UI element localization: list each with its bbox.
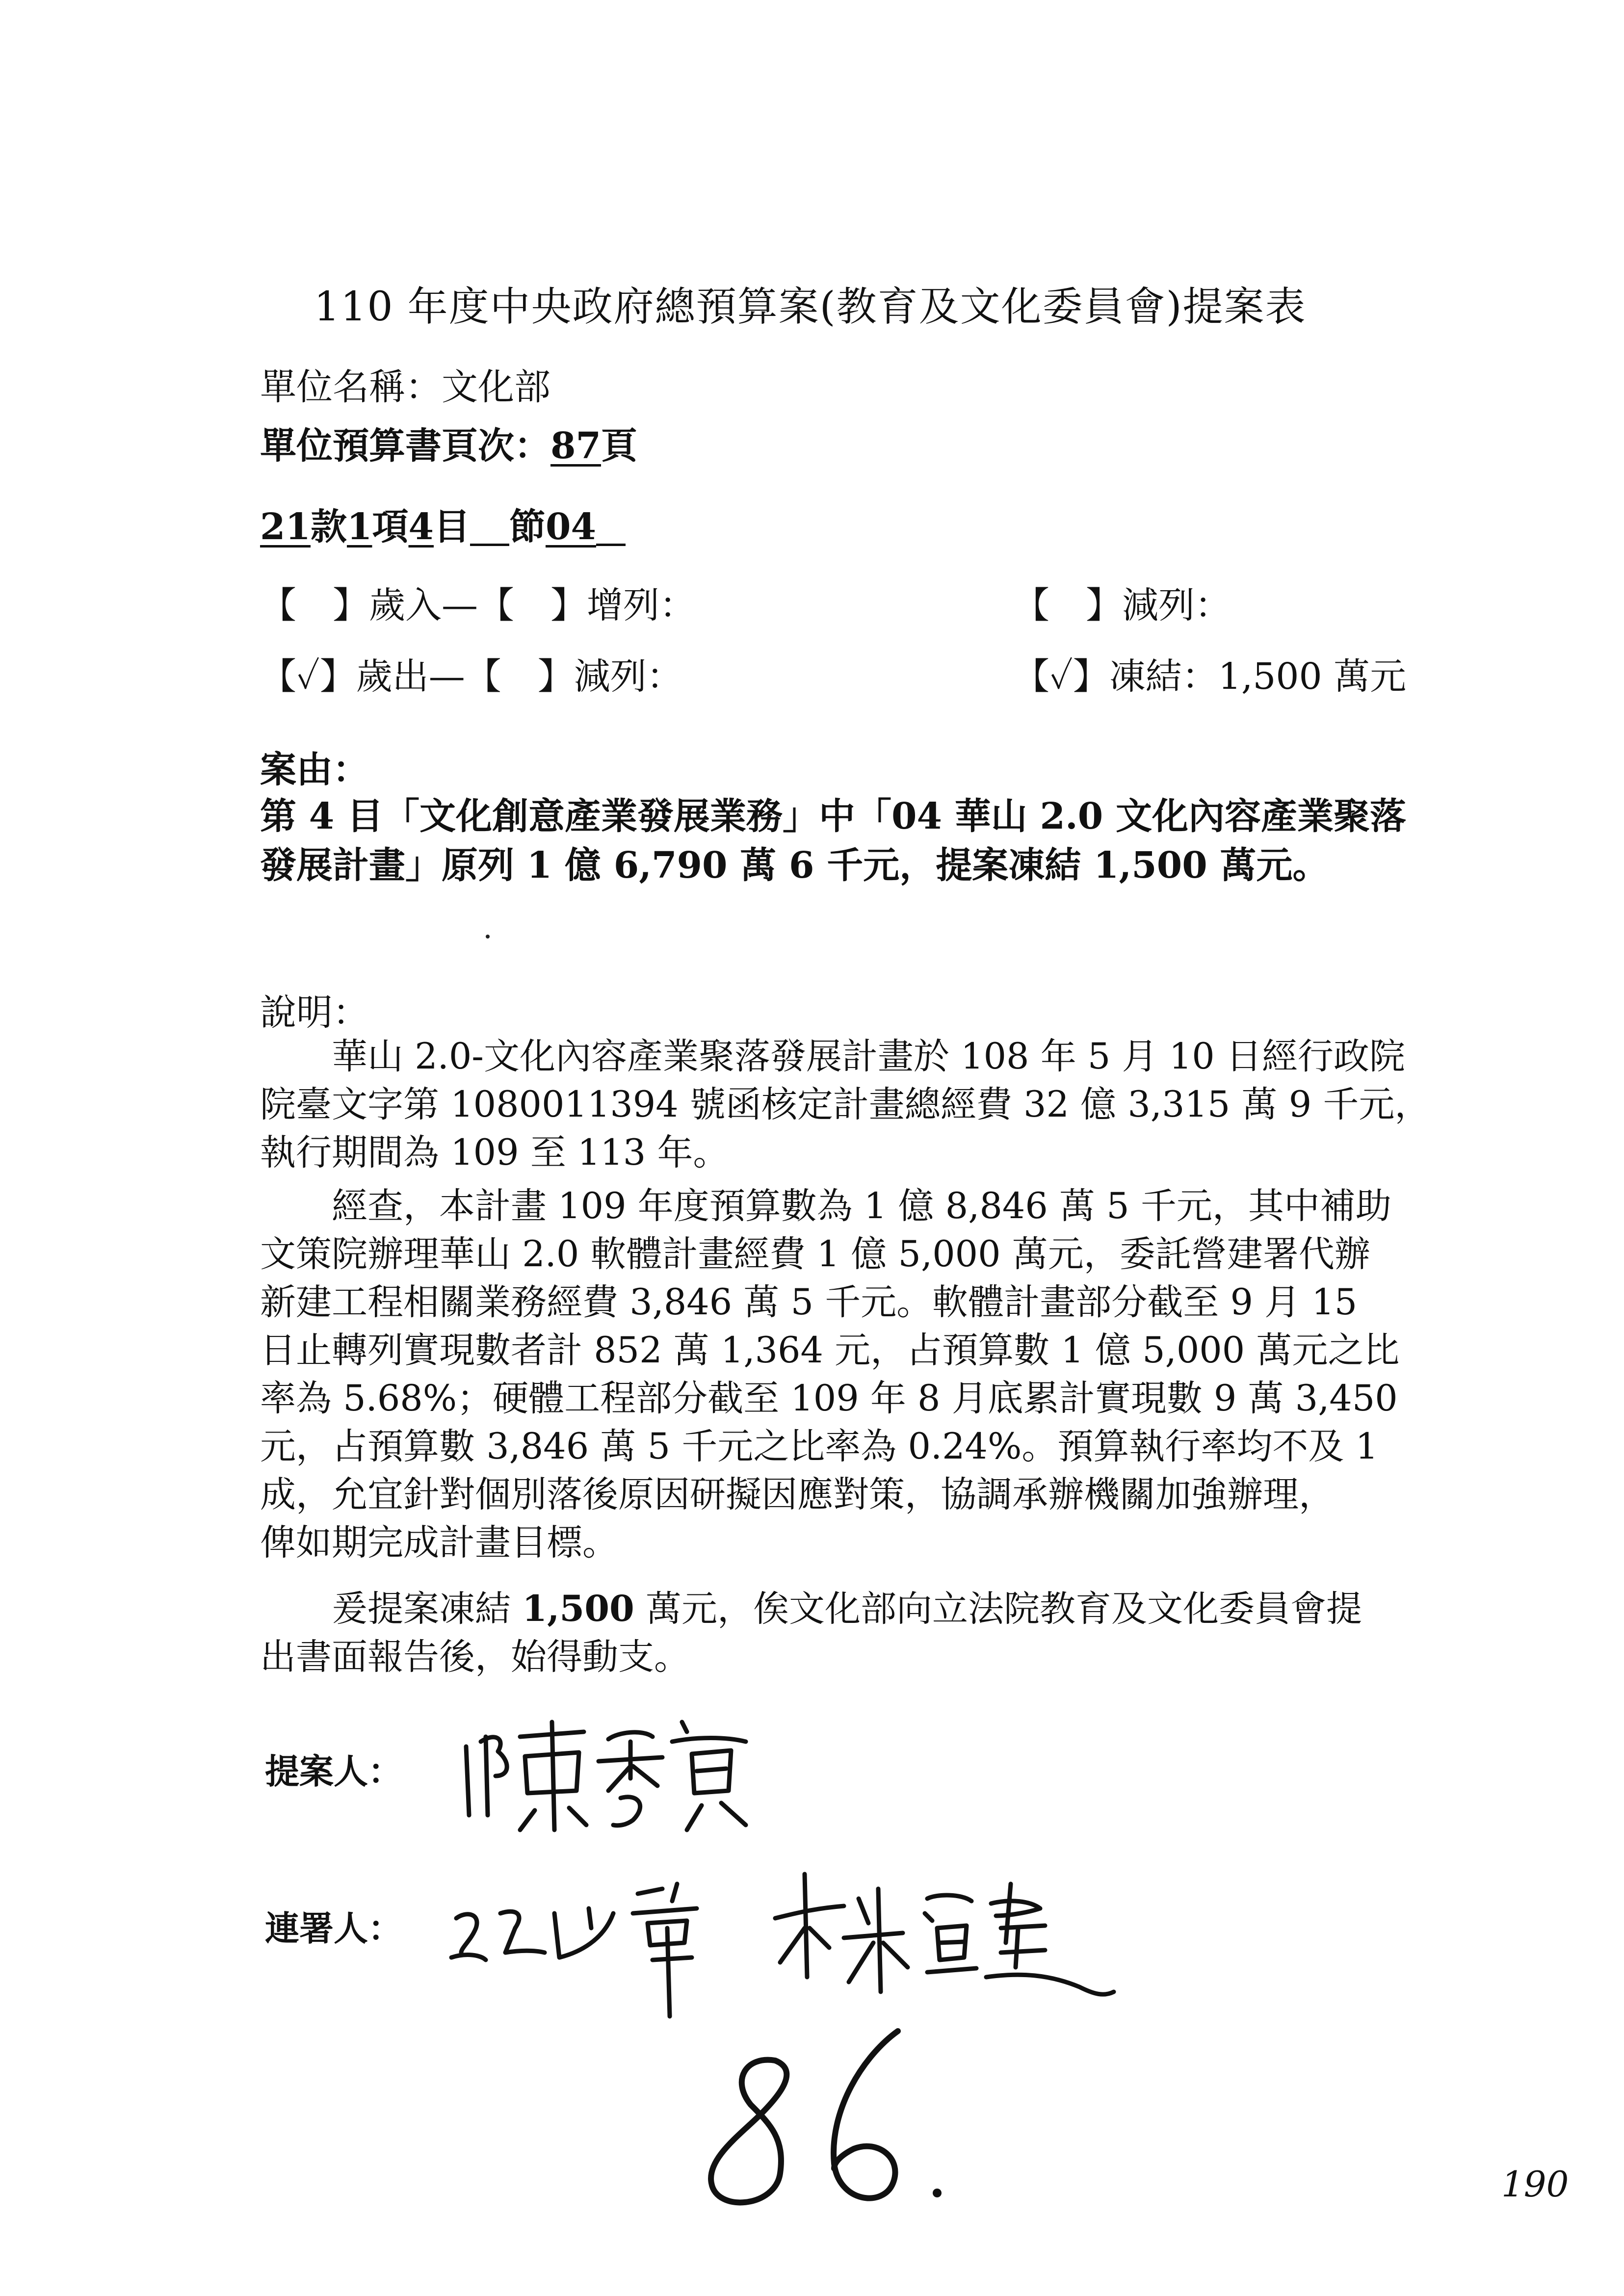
page-ref-suffix: 頁 (601, 425, 637, 467)
mu-number: 4 (408, 506, 434, 548)
explanation-line: 率為 5.68%；硬體工程部分截至 109 年 8 月底累計實現數 9 萬 3,450 (260, 1378, 1398, 1419)
xiang-label: 項 (372, 506, 409, 548)
explanation-text: 爰提案凍結 (260, 1588, 523, 1630)
budget-code-row (260, 505, 626, 549)
explanation-line: 元，占預算數 3,846 萬 5 千元之比率為 0.24%。預算執行率均不及 1 (260, 1426, 1379, 1467)
revenue-checkbox[interactable]: 【 】 (260, 584, 369, 626)
explanation-line: 院臺文字第 1080011394 號函核定計畫總經費 32 億 3,315 萬 9 千元， (260, 1084, 1431, 1125)
explanation-line: 新建工程相關業務經費 3,846 萬 5 千元。軟體計畫部分截至 9 月 15 (260, 1281, 1358, 1323)
proposer-signature (451, 1693, 765, 1840)
unit-row (260, 365, 550, 409)
explanation-line: 文策院辦理華山 2.0 軟體計畫經費 1 億 5,000 萬元，委託營建署代辦 (260, 1233, 1370, 1275)
unit-name: 文化部 (442, 366, 550, 408)
decrease-label: 減列： (574, 655, 683, 698)
expenditure-label: 歲出— (356, 655, 465, 698)
freeze-checkbox[interactable]: 【✓】 (1013, 655, 1109, 698)
revenue-row (260, 576, 696, 628)
blank-underline (470, 509, 509, 546)
expenditure-row (260, 648, 683, 700)
explanation-amount: 1,500 (522, 1588, 634, 1630)
blank-underline (596, 509, 626, 546)
unit-label: 單位名稱： (260, 366, 442, 408)
explanation-paragraph-1 (260, 1033, 1430, 1177)
explanation-line: 執行期間為 109 至 113 年。 (260, 1132, 729, 1174)
scan-speck (486, 935, 490, 939)
page-ref-label: 單位預算書頁次： (260, 425, 550, 467)
explanation-line: 經查，本計畫 109 年度預算數為 1 億 8,846 萬 5 千元，其中補助 (260, 1185, 1391, 1227)
signature-scribble (442, 1854, 1178, 2031)
right-decrease-label: 減列： (1122, 584, 1231, 626)
document-title: 110 年度中央政府總預算案(教育及文化委員會)提案表 (314, 284, 1307, 330)
reason-amounts: 原列 1 億 6,790 萬 6 千元，提案凍結 1,500 萬元。 (442, 844, 1329, 887)
explanation-paragraph-3 (260, 1585, 1362, 1681)
explanation-line (260, 1585, 1362, 1633)
explanation-line: 出書面報告後，始得動支。 (260, 1636, 690, 1678)
page-ref-row (260, 424, 637, 468)
explanation-line: 俾如期完成計畫目標。 (260, 1522, 618, 1564)
explanation-line: 成，允宜針對個別落後原因研擬因應對策，協調承辦機關加強辦理， (260, 1474, 1335, 1515)
jie-number: 04 (545, 506, 596, 548)
proposer-label: 提案人： (265, 1751, 402, 1792)
mu-label: 目 (433, 506, 470, 548)
explanation-text: 萬元，俟文化部向立法院教育及文化委員會提 (634, 1588, 1362, 1630)
cosigner-label: 連署人： (265, 1908, 402, 1949)
page-ref-number: 87 (550, 425, 601, 467)
handwritten-number (687, 2026, 981, 2232)
kuan-number: 21 (260, 506, 311, 548)
explanation-heading: 說明： (260, 991, 369, 1034)
explanation-line: 日止轉列實現數者計 852 萬 1,364 元，占預算數 1 億 5,000 萬元之比 (260, 1330, 1400, 1371)
reason-heading: 案由： (260, 749, 369, 791)
expenditure-checkbox[interactable]: 【✓】 (260, 655, 356, 698)
signature-scribble (451, 1693, 765, 1840)
decrease-checkbox[interactable]: 【 】 (465, 655, 574, 698)
handwritten-number-drawing (687, 2026, 981, 2232)
reason-line-2-lead: 發展計畫」 (260, 844, 442, 887)
jie-label: 節 (509, 506, 546, 548)
reason-line-1: 第 4 目「文化創意產業發展業務」中「04 華山 2.0 文化內容產業聚落 (260, 795, 1407, 837)
freeze-row (1013, 648, 1406, 700)
right-decrease-row (1013, 576, 1231, 628)
reason-line-2 (260, 844, 1329, 887)
revenue-label: 歲入— (369, 584, 478, 626)
explanation-line: 華山 2.0-文化內容產業聚落發展計畫於 108 年 5 月 10 日經行政院 (260, 1036, 1405, 1077)
kuan-label: 款 (310, 506, 347, 548)
explanation-paragraph-2 (260, 1182, 1399, 1567)
page-number: 190 (1501, 2164, 1569, 2205)
right-decrease-checkbox[interactable]: 【 】 (1013, 584, 1122, 626)
cosigner-signatures (442, 1854, 1178, 2031)
xiang-number: 1 (346, 506, 372, 548)
increase-checkbox[interactable]: 【 】 (478, 584, 587, 626)
freeze-label: 凍結：1,500 萬元 (1109, 655, 1407, 698)
increase-label: 增列： (587, 584, 696, 626)
